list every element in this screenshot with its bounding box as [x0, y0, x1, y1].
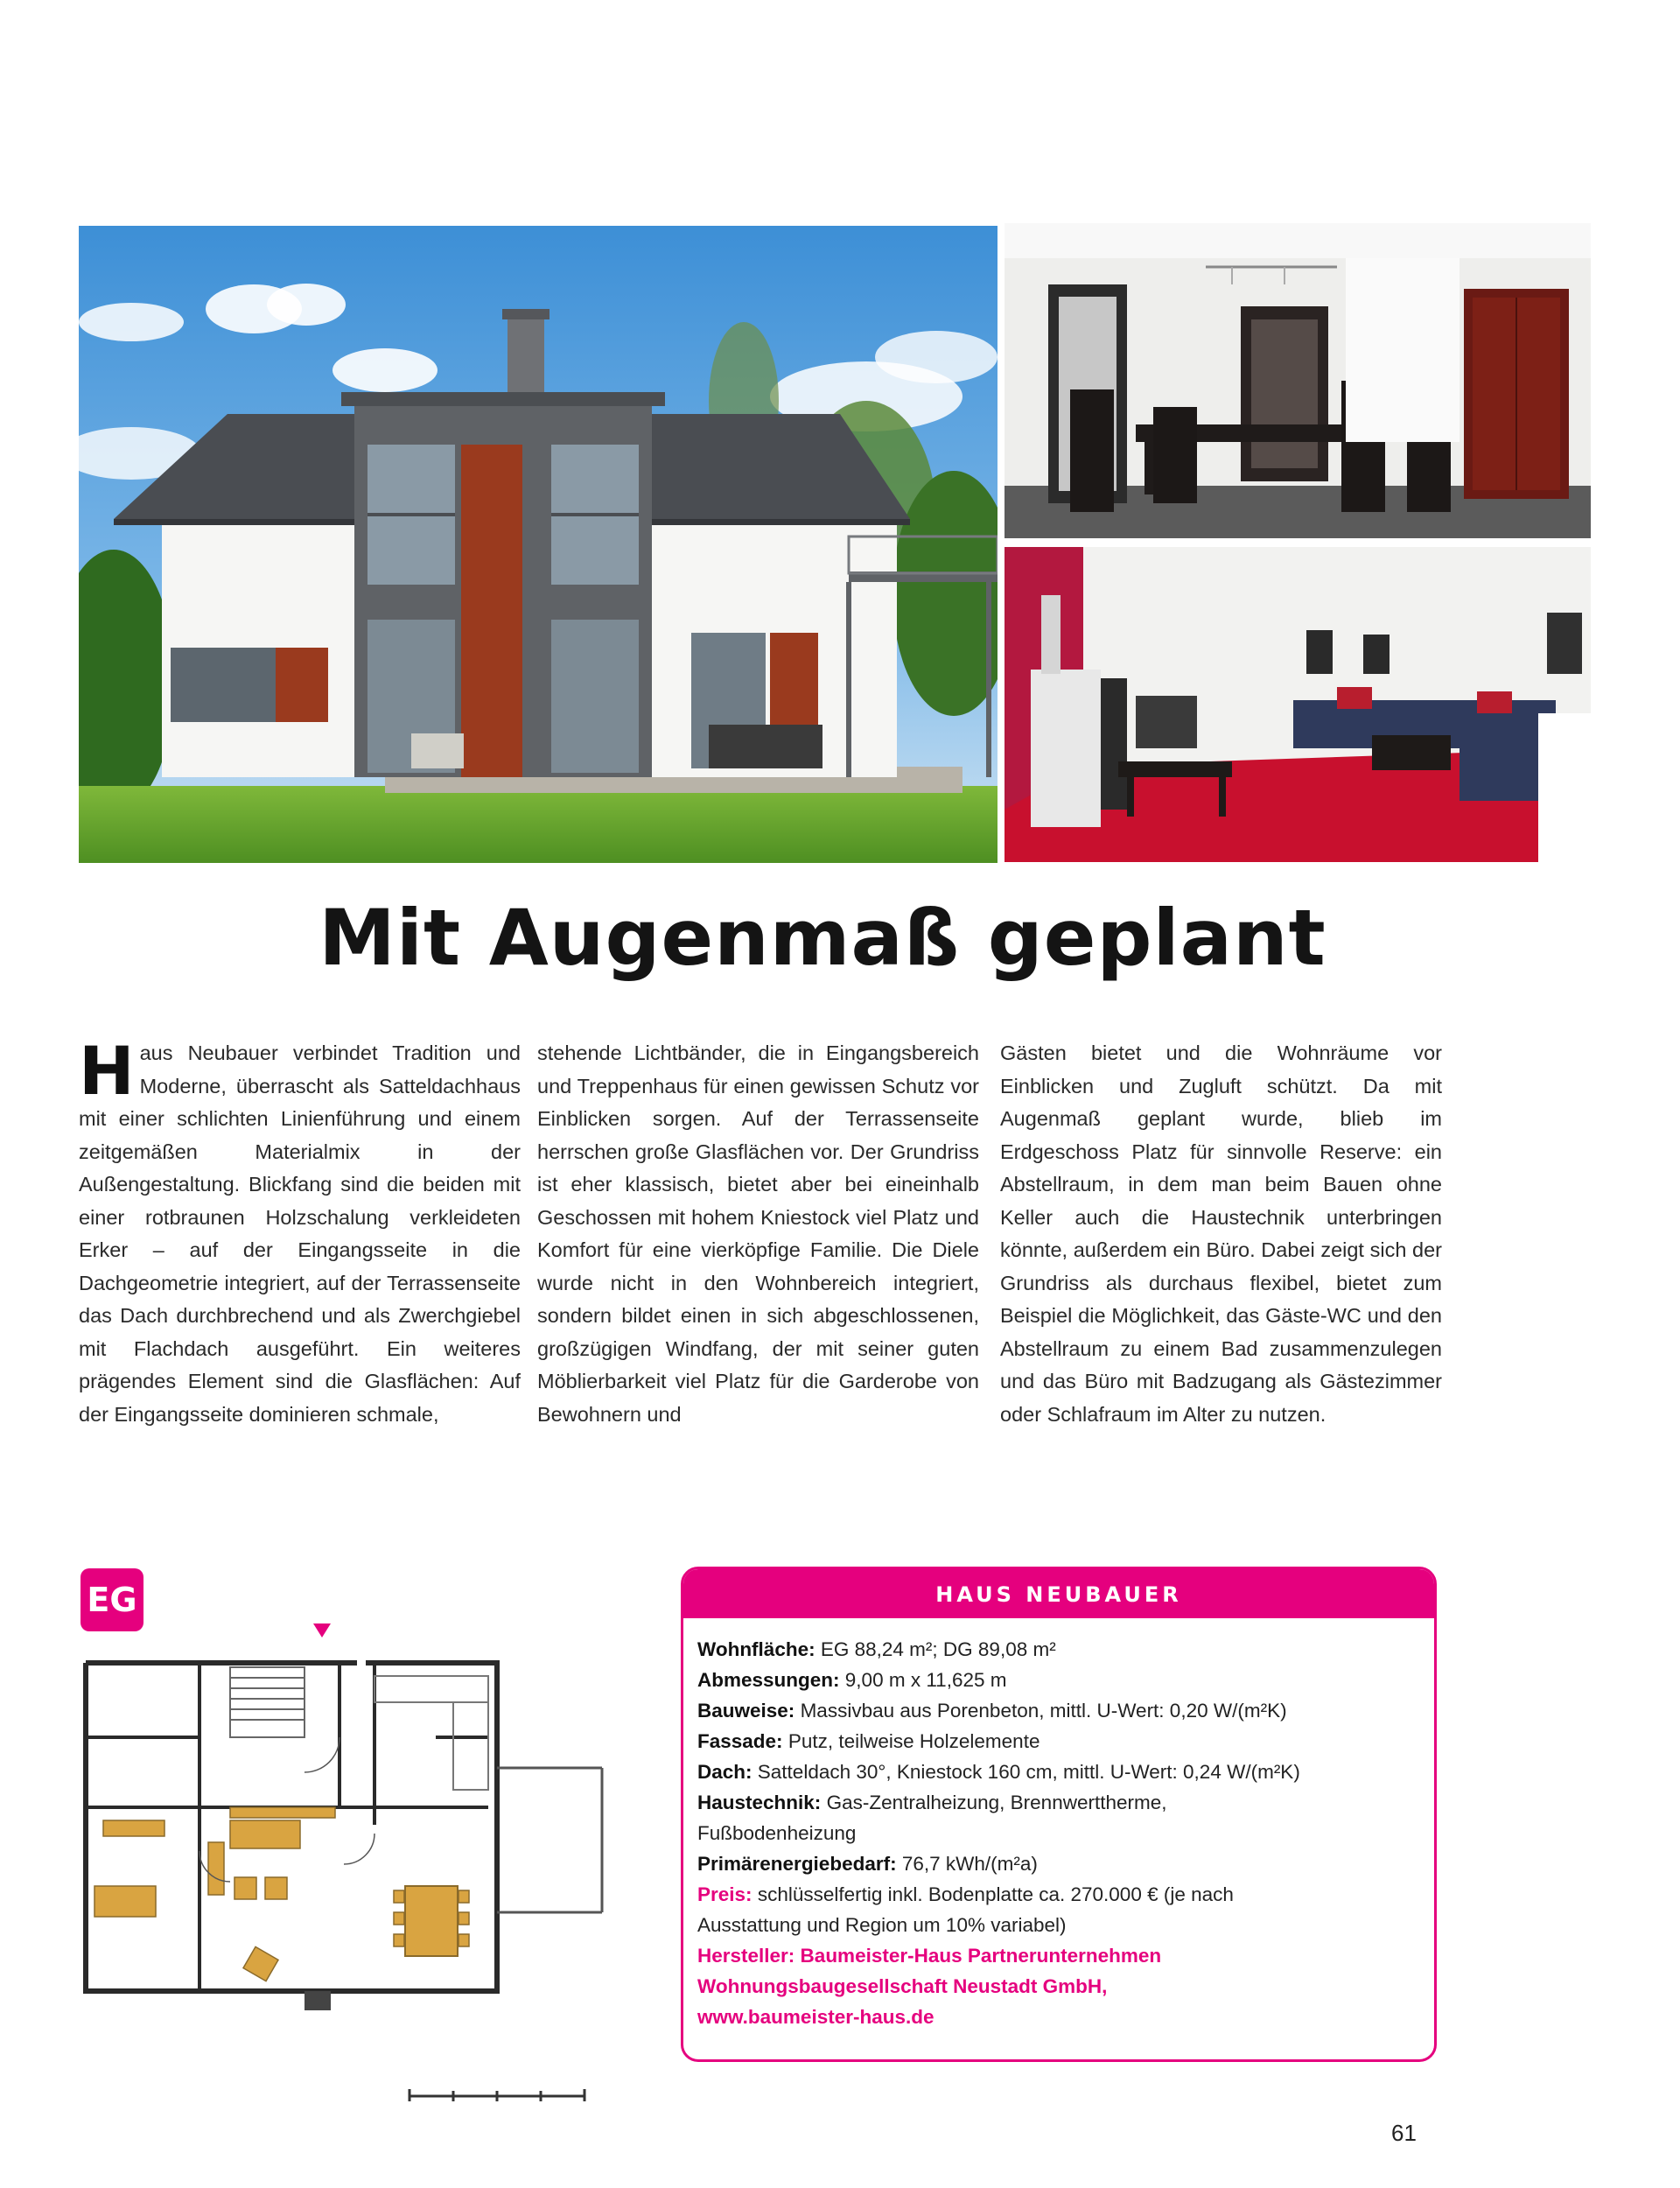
info-row-wohnflaeche: Wohnfläche: EG 88,24 m²; DG 89,08 m²	[697, 1638, 1056, 1660]
info-box-title: HAUS NEUBAUER	[683, 1569, 1434, 1618]
drop-cap: H	[79, 1037, 135, 1110]
info-row-primaerenergie: Primärenergiebedarf: 76,7 kWh/(m²a)	[697, 1853, 1038, 1875]
page-number: 61	[1391, 2120, 1417, 2146]
info-row-preis: Preis: schlüsselfertig inkl. Bodenplatte ca. 270.000 € (je nach Ausstattung und Region um 10% variabel)	[697, 1883, 1234, 1936]
column-2-text: stehende Lichtbänder, die in Eingangsbereich und Treppenhaus für einen gewissen Schutz vor Einblicken sorgen. Auf der Terrassenseite herrschen große Glasflächen vor. Der Grundriss ist eher klassisch, bietet aber bei eineinhalb Geschossen mit hohem Kniestock viel Platz und Komfort für eine vierköpfige Familie. Die Diele wurde nicht in den Wohnbereich integriert, sondern bildet einen in sich abgeschlossenen, großzügigen Windfang, der mit seiner guten Möblierbarkeit viel Platz für die Garderobe von Bewohnern und	[537, 1041, 979, 1426]
ground-floor-plan	[77, 1623, 620, 2105]
article-column-1	[79, 1037, 521, 1492]
column-3-text: Gästen bietet und die Wohnräume vor Einblicken und Zugluft schützt. Da mit Augenmaß geplant wurde, blieb im Erdgeschoss Platz für sinnvolle Reserve: ein Abstellraum, in dem man beim Bauen ohne Keller auch die Haustechnik unterbringen könnte, außerdem ein Büro. Dabei zeigt sich der Grundriss als durchaus flexibel, bietet zum Beispiel die Möglichkeit, das Gäste-WC und den Abstellraum zu einem Bad zusammenzulegen und das Büro mit Badzugang als Gästezimmer oder Schlafraum im Alter zu nutzen.	[1000, 1041, 1442, 1426]
dining-room-photo	[1004, 223, 1591, 538]
info-row-dach: Dach: Satteldach 30°, Kniestock 160 cm, mittl. U-Wert: 0,24 W/(m²K)	[697, 1761, 1300, 1783]
info-row-hersteller: Hersteller: Baumeister-Haus Partnerunternehmen	[697, 1945, 1162, 1967]
info-row-hersteller-company: Wohnungsbaugesellschaft Neustadt GmbH,	[697, 1975, 1108, 1997]
manufacturer-website-link[interactable]: www.baumeister-haus.de	[697, 2006, 934, 2028]
house-info-box	[681, 1567, 1437, 2062]
article-column-2	[537, 1037, 979, 1492]
info-box-body	[683, 1618, 1434, 2032]
ground-floor-badge: EG	[80, 1568, 144, 1631]
info-row-abmessungen: Abmessungen: 9,00 m x 11,625 m	[697, 1669, 1007, 1691]
article-headline: Mit Augenmaß geplant	[318, 893, 1326, 983]
column-1-text: aus Neubauer verbindet Tradition und Moderne, überrascht als Satteldachhaus mit einer schlichten Linienführung und einem zeitgemäßen Materialmix in der Außengestaltung. Blickfang sind die beiden mit einer rotbraunen Holzschalung verkleideten Erker – auf der Eingangsseite in die Dachgeometrie integriert, auf der Terrassenseite das Dach durchbrechend und als Zwerchgiebel mit Flachdach ausgeführt. Ein weiteres prägendes Element sind die Glasflächen: Auf der Eingangsseite dominieren schmale,	[79, 1041, 521, 1426]
house-exterior-photo	[79, 226, 998, 863]
info-row-bauweise: Bauweise: Massivbau aus Porenbeton, mittl. U-Wert: 0,20 W/(m²K)	[697, 1700, 1287, 1722]
info-row-fassade: Fassade: Putz, teilweise Holzelemente	[697, 1730, 1040, 1752]
article-column-3	[1000, 1037, 1442, 1492]
info-row-haustechnik: Haustechnik: Gas-Zentralheizung, Brennwerttherme, Fußbodenheizung	[697, 1792, 1167, 1844]
living-room-photo	[1004, 547, 1591, 862]
